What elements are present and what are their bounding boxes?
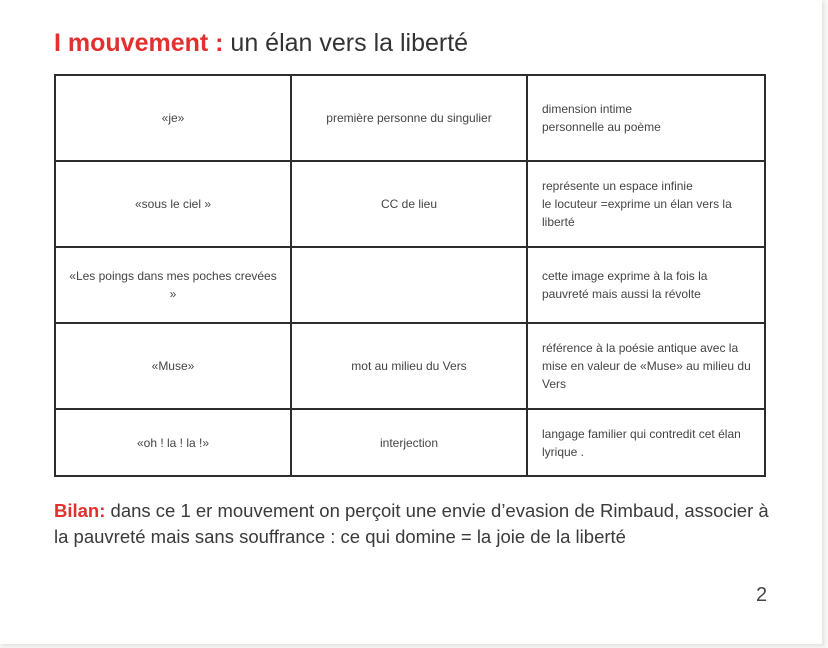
table-cell-quote: «Muse» <box>56 324 292 410</box>
table-cell-effect: représente un espace infinie le locuteur =exprime un élan vers la liberté <box>528 162 764 248</box>
bilan-paragraph <box>54 498 774 550</box>
table-cell-figure: interjection <box>292 410 528 475</box>
slide-title <box>54 27 468 59</box>
table-cell-quote: «oh ! la ! la !» <box>56 410 292 475</box>
table-cell-figure: CC de lieu <box>292 162 528 248</box>
page-number: 2 <box>756 584 768 606</box>
table-cell-figure <box>292 248 528 324</box>
table-cell-effect: référence à la poésie antique avec la mise en valeur de «Muse» au milieu du Vers <box>528 324 764 410</box>
bilan-text: dans ce 1 er mouvement on perçoit une envie d’evasion de Rimbaud, associer à la pauvreté mais sans souffrance : ce qui domine = la joie de la liberté <box>54 500 769 547</box>
table-cell-effect: langage familier qui contredit cet élan lyrique . <box>542 426 741 459</box>
table-cell-effect: dimension intime personnelle au poème <box>528 76 764 162</box>
table-cell-effect: cette image exprime à la fois la pauvreté mais aussi la révolte <box>528 248 764 324</box>
title-highlight: I mouvement : <box>54 29 224 57</box>
table-cell-quote: «Les poings dans mes poches crevées » <box>56 248 292 324</box>
bilan-label: Bilan: <box>54 500 106 521</box>
analysis-table <box>54 74 766 477</box>
table-cell-figure: mot au milieu du Vers <box>292 324 528 410</box>
title-text: un élan vers la liberté <box>223 29 469 57</box>
table-cell-quote: «je» <box>56 76 292 162</box>
table-cell-quote: «sous le ciel » <box>56 162 292 248</box>
table-cell-figure: première personne du singulier <box>292 76 528 162</box>
